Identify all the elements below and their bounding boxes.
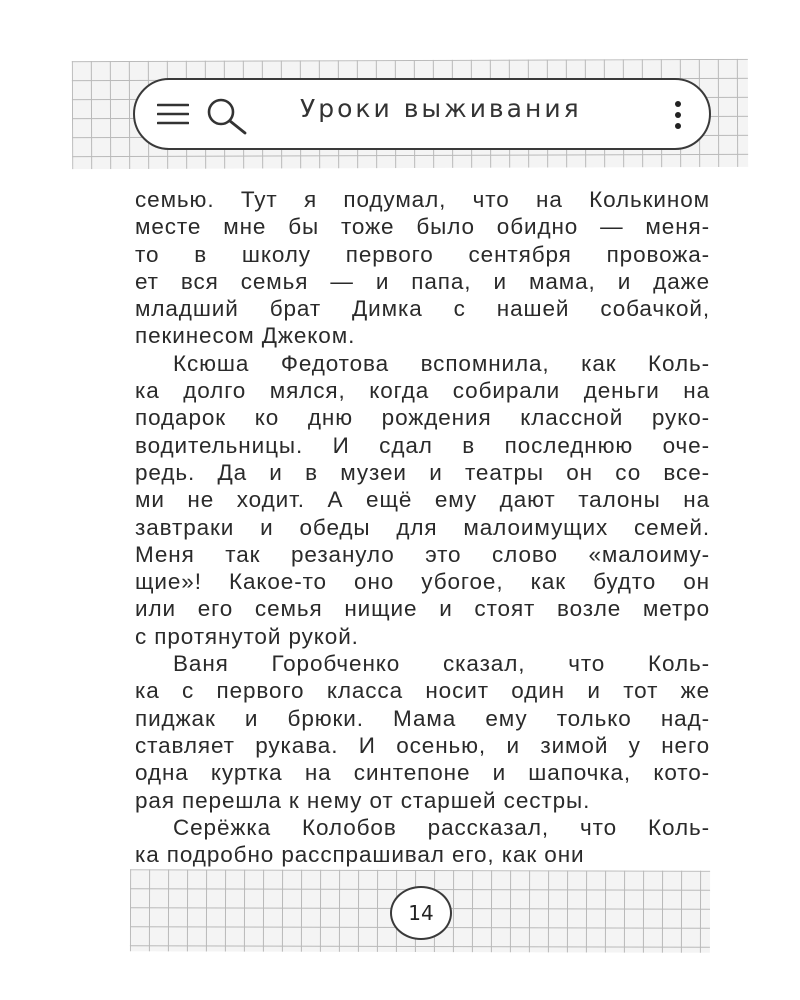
hamburger-menu-icon[interactable] xyxy=(157,102,189,126)
text-line: то в школу первого сентября провожа- xyxy=(135,241,710,267)
text-line: ставляет рукава. И осенью, и зимой у него xyxy=(135,732,710,758)
header-bar xyxy=(133,78,711,150)
text-line: ка долго мялся, когда собирали деньги на xyxy=(135,378,710,404)
text-line: Ксюша Федотова вспомнила, как Коль- xyxy=(173,350,710,376)
search-icon[interactable] xyxy=(205,96,249,136)
text-line: Серёжка Колобов рассказал, что Коль- xyxy=(173,814,710,840)
text-line: пекинесом Джеком. xyxy=(135,323,356,349)
paragraph xyxy=(135,186,710,350)
page-number: 14 xyxy=(390,886,452,940)
paragraph xyxy=(135,650,710,814)
text-line: ет вся семья — и папа, и мама, и даже xyxy=(135,268,710,294)
text-line: ка подробно расспрашивал его, как они xyxy=(135,842,585,868)
text-line: щие»! Какое-то оно убогое, как будто он xyxy=(135,569,710,595)
text-line: ка с первого класса носит один и тот же xyxy=(135,678,710,704)
text-line: подарок ко дню рождения классной руко- xyxy=(135,405,710,431)
text-line: рая перешла к нему от старшей сестры. xyxy=(135,787,591,813)
body-text xyxy=(135,186,710,868)
paragraph xyxy=(135,814,710,869)
page-title: Уроки выживания xyxy=(300,94,582,123)
text-line: или его семья нищие и стоят возле метро xyxy=(135,596,710,622)
text-line: одна куртка на синтепоне и шапочка, кото- xyxy=(135,760,710,786)
text-line: семью. Тут я подумал, что на Колькином xyxy=(135,187,710,212)
paragraph xyxy=(135,350,710,650)
text-line: младший брат Димка с нашей собачкой, xyxy=(135,296,710,322)
text-line: ми не ходит. А ещё ему дают талоны на xyxy=(135,487,710,513)
more-vertical-icon[interactable] xyxy=(673,100,683,130)
text-line: месте мне бы тоже было обидно — меня- xyxy=(135,214,710,240)
text-line: Ваня Горобченко сказал, что Коль- xyxy=(173,651,710,677)
text-line: завтраки и обеды для малоимущих семей. xyxy=(135,514,710,540)
text-line: водительницы. И сдал в последнюю оче- xyxy=(135,432,710,458)
text-line: Меня так резануло это слово «малоиму- xyxy=(135,541,710,567)
text-line: редь. Да и в музеи и театры он со все- xyxy=(135,459,710,485)
text-line: пиджак и брюки. Мама ему только над- xyxy=(135,705,710,731)
text-line: с протянутой рукой. xyxy=(135,623,359,649)
